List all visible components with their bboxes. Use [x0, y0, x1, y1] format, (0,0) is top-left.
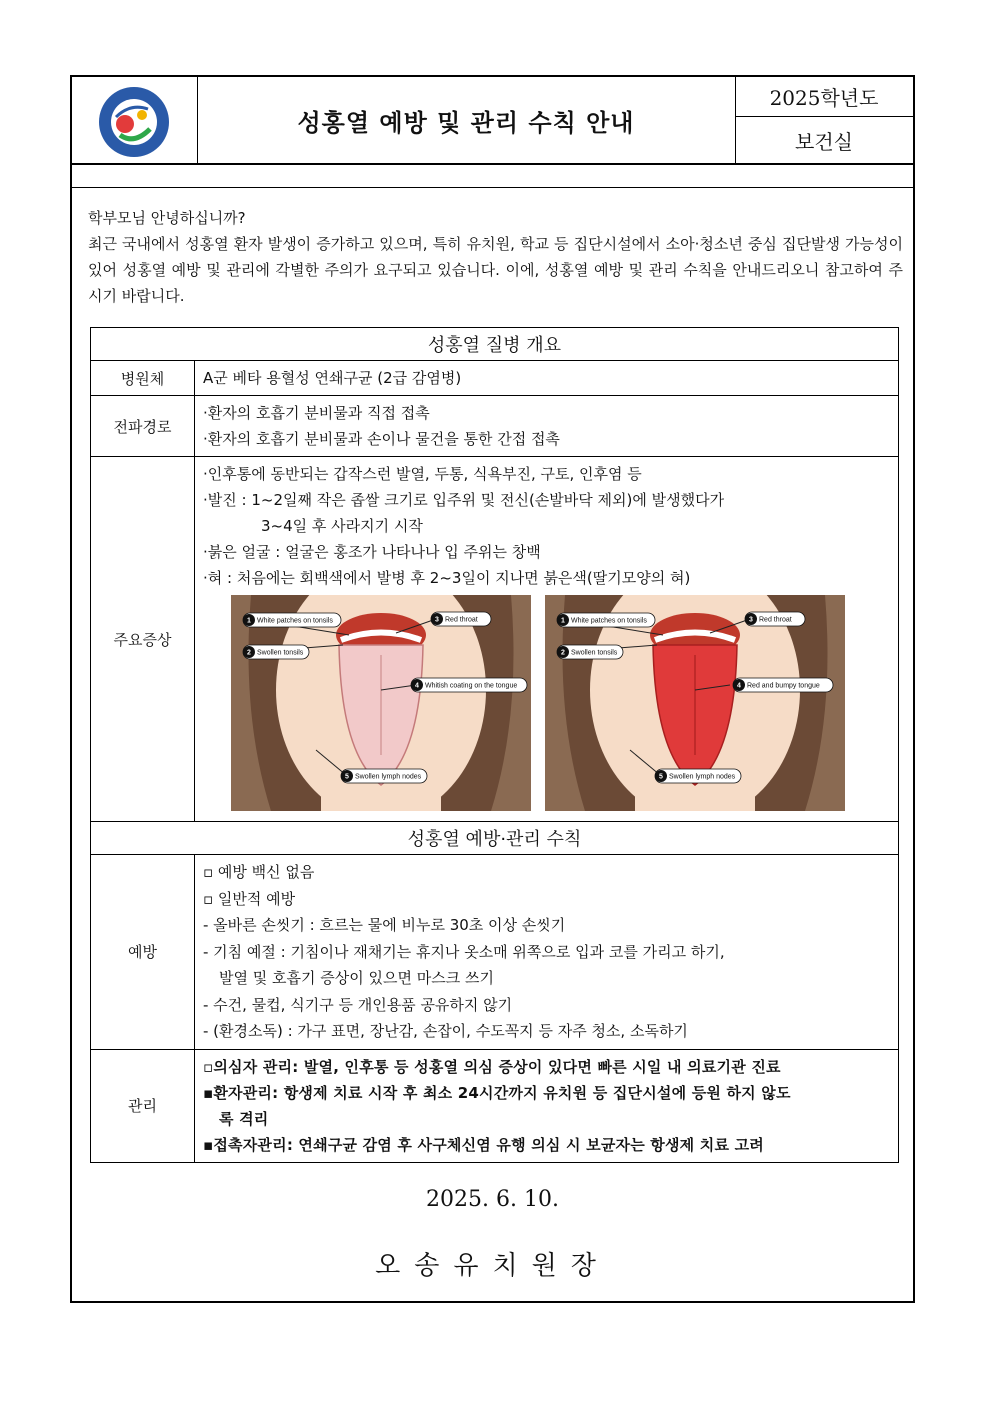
list-item: ·환자의 호흡기 분비물과 직접 접촉 — [203, 404, 430, 422]
right-label: Red and bumpy tongue — [747, 682, 820, 690]
right-label: Swollen lymph nodes — [669, 773, 736, 781]
list-item: ▪접촉자관리: 연쇄구균 감염 후 사구체신염 유행 의심 시 보균자는 항생제 치료 고려 — [203, 1135, 764, 1154]
right-label-number: 5 — [659, 773, 663, 781]
issuing-office: 보건실 — [795, 129, 853, 154]
left-label: Whitish coating on the tongue — [425, 682, 518, 690]
symptoms-label: 주요증상 — [91, 457, 195, 822]
list-item: 발열 및 호흡기 증상이 있으면 마스크 쓰기 — [219, 969, 494, 987]
document-date: 2025. 6. 10. — [426, 1187, 559, 1212]
right-label: Red throat — [759, 616, 792, 624]
right-label: White patches on tonsils — [571, 617, 647, 625]
left-label: Swollen tonsils — [257, 649, 304, 657]
tongue-illustrations — [203, 591, 890, 817]
list-item: ·붉은 얼굴 : 얼굴은 홍조가 나타나나 입 주위는 창백 — [203, 543, 541, 561]
left-label-number: 3 — [435, 616, 439, 624]
left-label-number: 2 — [247, 649, 251, 657]
pathogen-label: 병원체 — [91, 361, 195, 396]
logo-cell — [72, 77, 198, 163]
whitish-tongue-illustration — [231, 595, 531, 811]
management-label: 관리 — [91, 1049, 195, 1162]
header — [72, 77, 913, 165]
prevention-list — [195, 855, 899, 1050]
right-label-number: 4 — [737, 682, 741, 690]
management-list — [195, 1049, 899, 1162]
right-label-number: 3 — [749, 616, 753, 624]
list-item: - 기침 예절 : 기침이나 재채기는 휴지나 옷소매 위쪽으로 입과 코를 가리고 하기, — [203, 942, 725, 961]
left-label: Swollen lymph nodes — [355, 773, 422, 781]
list-item: ▫의심자 관리: 발열, 인후통 등 성홍열 의심 증상이 있다면 빠른 시일 내 의료기관 진료 — [203, 1057, 781, 1076]
list-item: - 올바른 손씻기 : 흐르는 물에 비누로 30초 이상 손씻기 — [203, 916, 566, 934]
left-label-number: 5 — [345, 773, 349, 781]
right-label: Swollen tonsils — [571, 649, 618, 657]
list-item: 록 격리 — [219, 1109, 269, 1128]
school-year: 2025학년도 — [735, 77, 913, 117]
document-frame — [70, 75, 915, 1303]
divider — [72, 187, 913, 188]
rules-heading: 성홍열 예방·관리 수칙 — [91, 822, 899, 855]
document-title: 성홍열 예방 및 관리 수칙 안내 — [197, 77, 736, 163]
list-item: ▫ 일반적 예방 — [203, 889, 296, 908]
left-label: Red throat — [445, 616, 478, 624]
right-label-number: 1 — [561, 617, 565, 625]
symptoms-list — [195, 457, 899, 822]
transmission-label: 전파경로 — [91, 396, 195, 457]
list-item: ▫ 예방 백신 없음 — [203, 863, 315, 881]
prevention-label: 예방 — [91, 855, 195, 1050]
list-item: ·발진 : 1~2일째 작은 좁쌀 크기로 입주위 및 전신(손발바닥 제외)에 발생했다가 — [203, 491, 725, 509]
right-label-number: 2 — [561, 649, 565, 657]
kindergarten-logo — [72, 77, 197, 163]
left-label-number: 4 — [415, 682, 419, 690]
list-item: ▪환자관리: 항생제 치료 시작 후 최소 24시간까지 유치원 등 집단시설에 등원 하지 않도 — [203, 1083, 791, 1102]
pathogen-value: A군 베타 용혈성 연쇄구균 (2급 감염병) — [195, 361, 899, 396]
intro-text — [88, 205, 903, 309]
list-item: ·혀 : 처음에는 회백색에서 발병 후 2~3일이 지나면 붉은색(딸기모양의 혀) — [203, 569, 691, 587]
list-item: 3~4일 후 사라지기 시작 — [261, 517, 423, 535]
overview-heading: 성홍열 질병 개요 — [91, 328, 899, 361]
left-label-number: 1 — [247, 617, 251, 625]
greeting: 학부모님 안녕하십니까? — [88, 209, 246, 227]
list-item: ·환자의 호흡기 분비물과 손이나 물건을 통한 간접 접촉 — [203, 430, 560, 448]
signature: 오송유치원장 — [375, 1251, 610, 1281]
left-label: White patches on tonsils — [257, 617, 333, 625]
list-item: ·인후통에 동반되는 갑작스런 발열, 두통, 식욕부진, 구토, 인후염 등 — [203, 465, 642, 483]
transmission-list — [195, 396, 899, 457]
list-item: - (환경소독) : 가구 표면, 장난감, 손잡이, 수도꼭지 등 자주 청소, 소독하기 — [203, 1022, 688, 1040]
info-table — [90, 327, 899, 1163]
intro-body: 최근 국내에서 성홍열 환자 발생이 증가하고 있으며, 특히 유치원, 학교 등 집단시설에서 소아·청소년 중심 집단발생 가능성이 있어 성홍열 예방 및 관리에 각별한 주의가 요구되고 있습니다. 이에, 성홍열 예방 및 관리 수칙을 안내드리오니 참고하여 주시기 바랍니다. — [88, 235, 903, 305]
strawberry-tongue-illustration — [545, 595, 845, 811]
list-item: - 수건, 물컵, 식기구 등 개인용품 공유하지 않기 — [203, 995, 513, 1014]
